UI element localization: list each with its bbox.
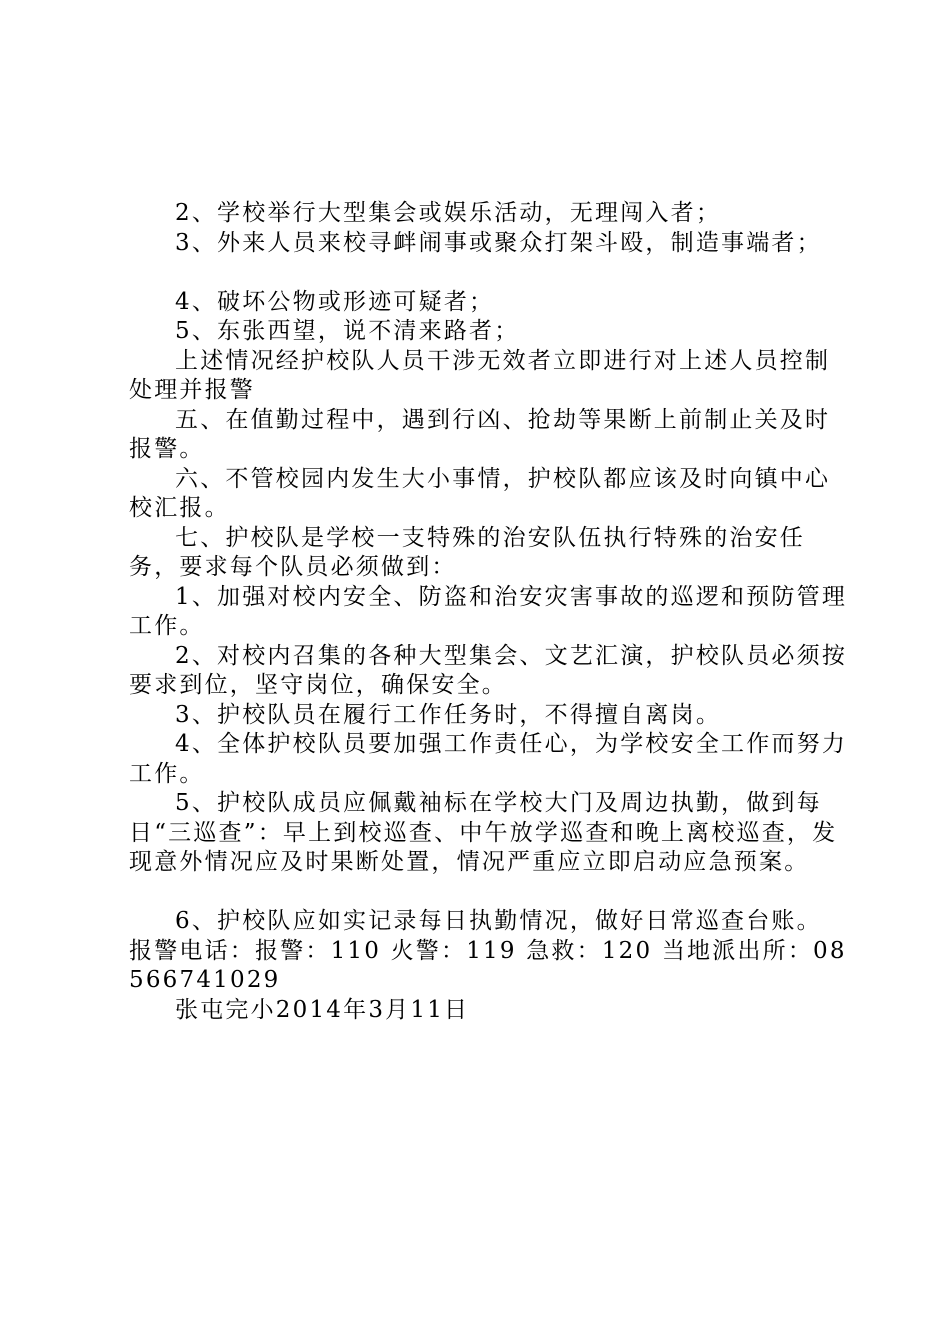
paragraph-duty-5: 5、护校队成员应佩戴袖标在学校大门及周边执勤，做到每日“三巡查”：早上到校巡查、中午放学巡查和晚上离校巡查，发现意外情况应及时果断处置，情况严重应立即启动应急预案。: [129, 790, 838, 875]
signature-date: 张屯完小2014年3月11日: [175, 996, 470, 1023]
paragraph-report-police: 上述情况经护校队人员干涉无效者立即进行对上述人员控制处理并报警: [129, 347, 831, 403]
paragraph-duty-2: 2、对校内召集的各种大型集会、文艺汇演，护校队员必须按要求到位，坚守岗位，确保安全。: [129, 642, 848, 698]
paragraph-duty-1: 1、加强对校内安全、防盗和治安灾害事故的巡逻和预防管理工作。: [129, 583, 848, 639]
paragraph-item-2: 2、学校举行大型集会或娱乐活动，无理闯入者；: [175, 200, 722, 226]
paragraph-section-seven: 七、护校队是学校一支特殊的治安队伍执行特殊的治安任务，要求每个队员必须做到：: [129, 524, 805, 580]
paragraph-duty-4: 4、全体护校队员要加强工作责任心，为学校安全工作而努力工作。: [129, 731, 848, 787]
paragraph-item-3: 3、外来人员来校寻衅闹事或聚众打架斗殴，制造事端者；: [175, 229, 822, 256]
paragraph-item-5: 5、东张西望，说不清来路者；: [175, 318, 520, 344]
emergency-phone-line: 报警电话：报警：110 火警：119 急救：120 当地派出所：08566741029: [129, 937, 847, 993]
paragraph-duty-3: 3、护校队员在履行工作任务时，不得擅自离岗。: [175, 701, 722, 728]
paragraph-gap: [129, 878, 851, 908]
paragraph-item-4: 4、破坏公物或形迹可疑者；: [175, 288, 495, 315]
document-page: [129, 199, 851, 1025]
paragraph-section-six: 六、不管校园内发生大小事情，护校队都应该及时向镇中心校汇报。: [129, 465, 831, 521]
paragraph-section-five: 五、在值勤过程中，遇到行凶、抢劫等果断上前制止关及时报警。: [129, 406, 831, 462]
paragraph-gap: [129, 258, 851, 288]
paragraph-duty-6: 6、护校队应如实记录每日执勤情况，做好日常巡查台账。: [175, 908, 822, 934]
